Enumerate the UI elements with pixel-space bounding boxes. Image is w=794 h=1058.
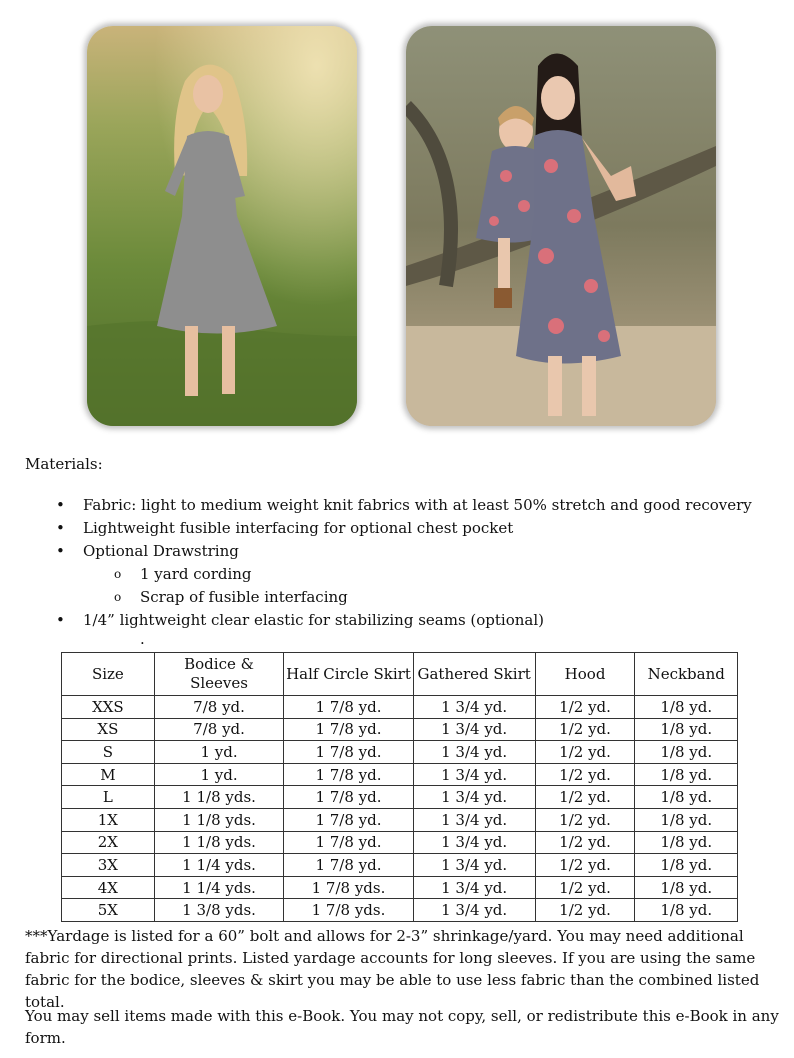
table-header-cell: Half Circle Skirt: [284, 653, 413, 696]
table-cell: 1/8 yd.: [635, 741, 738, 764]
table-cell: 2X: [62, 831, 155, 854]
table-header-cell: Gathered Skirt: [413, 653, 535, 696]
table-row: [62, 763, 738, 786]
table-cell: 1 3/4 yd.: [413, 696, 535, 719]
table-cell: 1 1/8 yds.: [154, 808, 284, 831]
table-header-cell: Size: [62, 653, 155, 696]
table-cell: 1/8 yd.: [635, 696, 738, 719]
table-cell: 1/2 yd.: [535, 854, 635, 877]
table-cell: 7/8 yd.: [154, 696, 284, 719]
table-cell: 1/8 yd.: [635, 876, 738, 899]
table-cell: 1/8 yd.: [635, 763, 738, 786]
table-cell: 1/8 yd.: [635, 718, 738, 741]
table-cell: 1/2 yd.: [535, 786, 635, 809]
table-cell: 1 3/4 yd.: [413, 763, 535, 786]
table-cell: 1/8 yd.: [635, 854, 738, 877]
table-header-cell: Neckband: [635, 653, 738, 696]
table-cell: 1 3/4 yd.: [413, 718, 535, 741]
drawstring-sublist: [83, 563, 752, 609]
table-row: [62, 831, 738, 854]
table-row: [62, 808, 738, 831]
table-header-row: [62, 653, 738, 696]
table-cell: 1 7/8 yds.: [284, 876, 413, 899]
table-cell: XS: [62, 718, 155, 741]
table-cell: 1 3/4 yd.: [413, 854, 535, 877]
table-cell: 1 3/4 yd.: [413, 831, 535, 854]
table-cell: 1 7/8 yd.: [284, 763, 413, 786]
table-cell: 3X: [62, 854, 155, 877]
table-cell: 1/2 yd.: [535, 808, 635, 831]
materials-item-text: Fabric: light to medium weight knit fabrics with at least 50% stretch and good recovery: [83, 496, 752, 514]
materials-item-text: Lightweight fusible interfacing for optional chest pocket: [83, 519, 514, 537]
table-cell: 1 1/8 yds.: [154, 831, 284, 854]
table-cell: 1/2 yd.: [535, 741, 635, 764]
table-cell: 1/2 yd.: [535, 831, 635, 854]
table-cell: 1 7/8 yds.: [284, 899, 413, 922]
table-cell: 1 7/8 yd.: [284, 741, 413, 764]
table-cell: 1 3/8 yds.: [154, 899, 284, 922]
table-cell: 1 3/4 yd.: [413, 741, 535, 764]
yardage-table: [61, 652, 738, 922]
table-cell: S: [62, 741, 155, 764]
table-header-cell: Hood: [535, 653, 635, 696]
table-row: [62, 696, 738, 719]
table-cell: 1 1/4 yds.: [154, 854, 284, 877]
table-cell: 1 yd.: [154, 741, 284, 764]
license-notice: You may sell items made with this e-Book. You may not copy, sell, or redistribute this e-Book in any form.: [25, 1007, 779, 1047]
table-cell: 1/2 yd.: [535, 696, 635, 719]
table-cell: M: [62, 763, 155, 786]
table-cell: 1 7/8 yd.: [284, 854, 413, 877]
table-cell: 1 7/8 yd.: [284, 831, 413, 854]
table-cell: 1 3/4 yd.: [413, 786, 535, 809]
materials-item-text: 1/4” lightweight clear elastic for stabilizing seams (optional): [83, 611, 545, 629]
sub-item-text: Scrap of fusible interfacing: [140, 588, 348, 606]
photo-floral-dresses-image: [406, 26, 716, 426]
table-cell: 7/8 yd.: [154, 718, 284, 741]
table-cell: 1 7/8 yd.: [284, 808, 413, 831]
photo-grey-dress: [87, 26, 357, 426]
yardage-note: ***Yardage is listed for a 60” bolt and allows for 2-3” shrinkage/yard. You may need additional fabric for directional prints. Listed yardage accounts for long sleeves. If you are using the same fabric for the bodice, sleeves & skirt you may be able to use less fabric than the combined listed total.: [25, 927, 760, 1011]
table-cell: 1 7/8 yd.: [284, 786, 413, 809]
table-row: [62, 899, 738, 922]
table-cell: 1/8 yd.: [635, 808, 738, 831]
table-cell: XXS: [62, 696, 155, 719]
materials-item: [56, 609, 752, 632]
table-cell: 1 3/4 yd.: [413, 876, 535, 899]
table-cell: 1/2 yd.: [535, 718, 635, 741]
sub-item: [114, 586, 752, 609]
table-cell: 1X: [62, 808, 155, 831]
table-cell: 1/8 yd.: [635, 786, 738, 809]
table-cell: 1 7/8 yd.: [284, 696, 413, 719]
materials-item: [56, 494, 752, 517]
materials-list: [56, 494, 752, 632]
table-cell: 1/8 yd.: [635, 899, 738, 922]
table-row: [62, 741, 738, 764]
table-header-cell: Bodice & Sleeves: [154, 653, 284, 696]
stray-mark: .: [140, 630, 145, 648]
table-cell: 1 3/4 yd.: [413, 808, 535, 831]
table-row: [62, 854, 738, 877]
table-cell: 4X: [62, 876, 155, 899]
materials-heading: Materials:: [25, 455, 103, 473]
table-cell: 5X: [62, 899, 155, 922]
table-cell: L: [62, 786, 155, 809]
table-row: [62, 786, 738, 809]
table-cell: 1/2 yd.: [535, 763, 635, 786]
table-cell: 1 1/8 yds.: [154, 786, 284, 809]
table-row: [62, 718, 738, 741]
table-row: [62, 876, 738, 899]
photo-grey-dress-image: [87, 26, 357, 426]
table-cell: 1 7/8 yd.: [284, 718, 413, 741]
table-cell: 1/2 yd.: [535, 899, 635, 922]
sub-item: [114, 563, 752, 586]
materials-item: [56, 517, 752, 540]
table-cell: 1 3/4 yd.: [413, 899, 535, 922]
materials-item-text: Optional Drawstring: [83, 542, 239, 560]
materials-item: [56, 540, 752, 609]
sub-item-text: 1 yard cording: [140, 565, 252, 583]
photo-floral-dresses: [406, 26, 716, 426]
table-cell: 1 yd.: [154, 763, 284, 786]
table-cell: 1/8 yd.: [635, 831, 738, 854]
table-cell: 1/2 yd.: [535, 876, 635, 899]
table-cell: 1 1/4 yds.: [154, 876, 284, 899]
